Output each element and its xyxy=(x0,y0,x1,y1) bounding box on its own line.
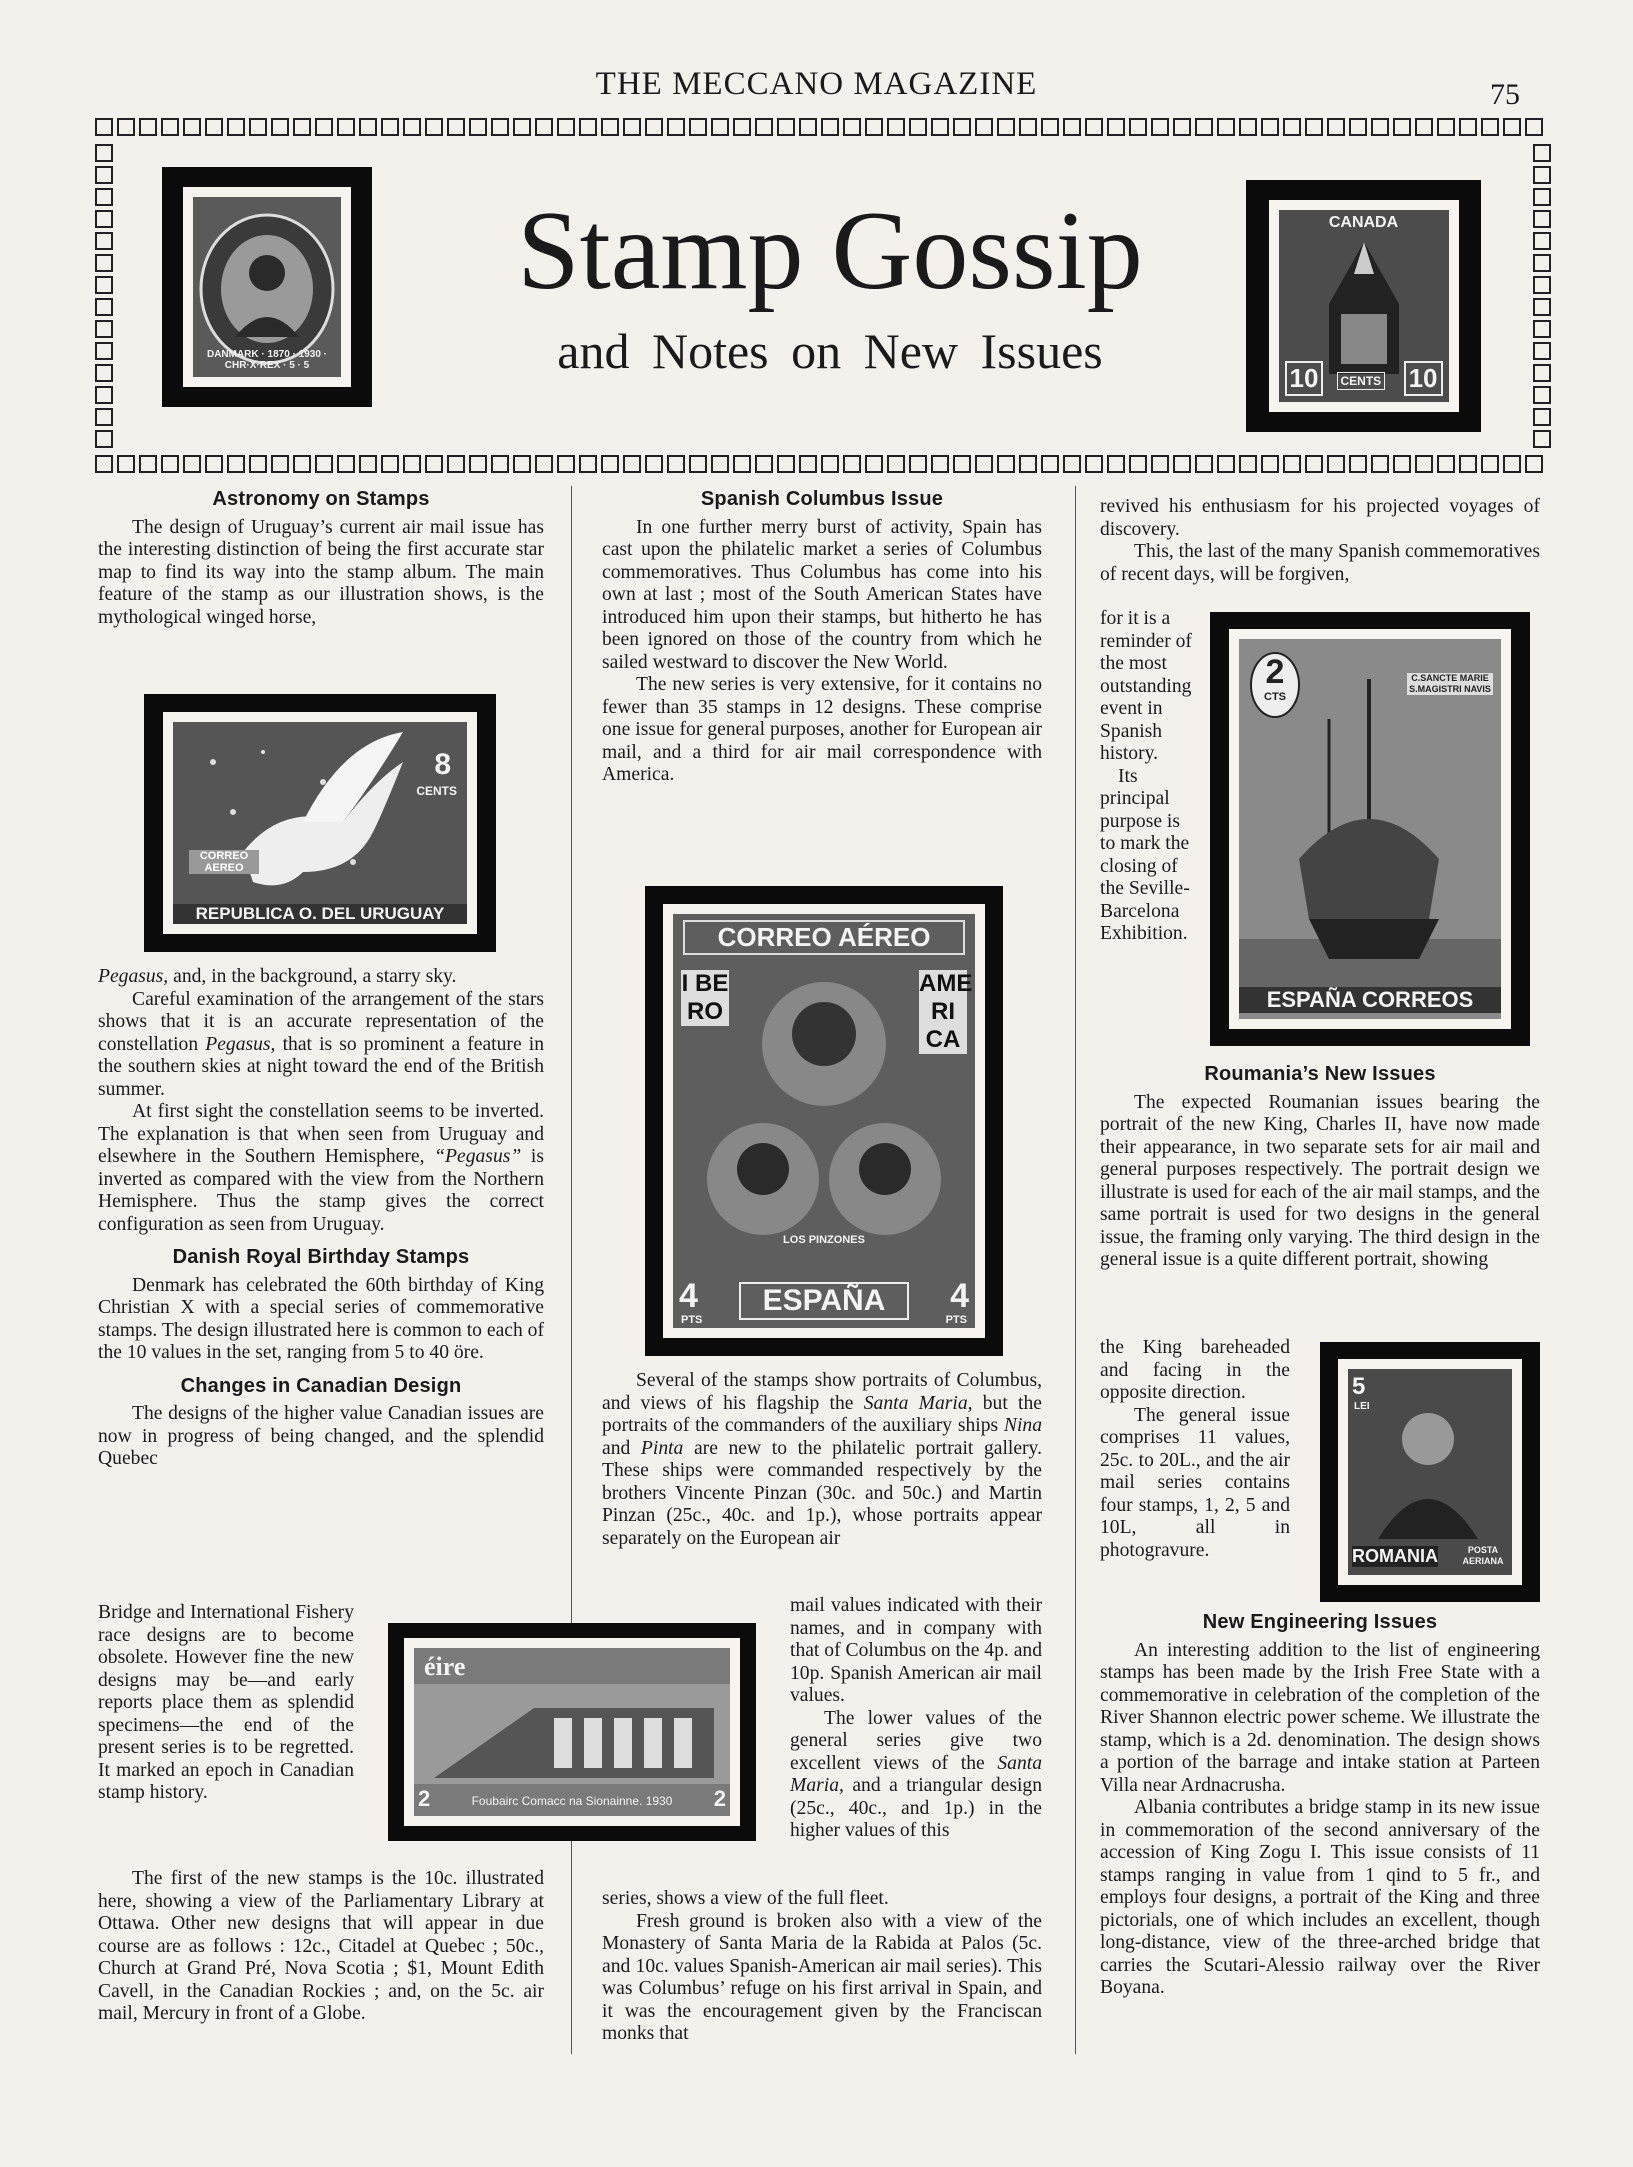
border-square xyxy=(1151,455,1169,473)
canada-stamp xyxy=(1246,180,1481,432)
border-square xyxy=(1371,455,1389,473)
border-square xyxy=(557,118,575,136)
border-square xyxy=(447,118,465,136)
page-title: Stamp Gossip xyxy=(517,189,1143,313)
border-square xyxy=(271,118,289,136)
border-square xyxy=(953,455,971,473)
border-square xyxy=(183,118,201,136)
denmark-stamp-text: DANMARK · 1870 · 1930 · CHR·X·REX · 5 · 5 xyxy=(206,349,328,371)
spanish-paragraph-3e: mail values indicated with their names, and in company with that of Columbus on the 4p. and 10p. Spanish American air mail values. xyxy=(790,1595,1042,1706)
border-square xyxy=(1533,210,1551,228)
narrow-text-2: Its principal purpose is to mark the closing of the Seville-Barcelona Exhibition. xyxy=(1100,765,1190,944)
los-pinzones-label: LOS PINZONES xyxy=(783,1234,865,1246)
border-square xyxy=(1173,455,1191,473)
border-square xyxy=(1217,455,1235,473)
border-square xyxy=(1283,118,1301,136)
border-square xyxy=(337,118,355,136)
astronomy-paragraph-1-cont: Pegasus, and, in the background, a starry sky. xyxy=(98,966,457,987)
spain-ship-stamp xyxy=(1210,612,1530,1046)
border-square xyxy=(359,118,377,136)
astronomy-paragraph-2: Careful examination of the arrangement of the stars shows that it is an accurate representation of the constellation Pegasus, that is so prominent a feature in the southern skies at night toward the end of the British summer. xyxy=(98,988,544,1100)
canada-value-center: CENTS xyxy=(1337,372,1386,390)
column-2-wrap xyxy=(790,1595,1042,1843)
spanish-paragraph-3: Several of the stamps show portraits of Columbus, and views of his flagship the Santa Maria, but the portraits of the commanders of the auxiliary ships Nina and Pinta are new to the philatelic portrait gallery. These ships were commanded respectively by the brothers Vincente Pinzan (30c. and 50c.) and Martin Pinzan (25c., 40c. and 1p.), whose portraits appear separately on the European air xyxy=(602,1370,1042,1549)
border-square xyxy=(271,455,289,473)
border-square xyxy=(733,455,751,473)
border-square xyxy=(689,118,707,136)
border-square xyxy=(227,118,245,136)
border-square xyxy=(1261,118,1279,136)
border-square xyxy=(1195,455,1213,473)
border-square xyxy=(513,118,531,136)
canada-heading: Changes in Canadian Design xyxy=(180,1374,462,1397)
page-subtitle: and Notes on New Issues xyxy=(557,323,1103,379)
border-left xyxy=(95,144,117,452)
magazine-running-head: THE MECCANO MAGAZINE xyxy=(595,66,1038,102)
pegasus-art xyxy=(173,722,467,924)
canada-paragraph-2: The first of the new stamps is the 10c. illustrated here, showing a view of the Parliamentary Library at Ottawa. Other new designs that will appear in due course are as follows : 12c., Citadel at Quebec ; 50c., Church at Grand Pré, Nova Scotia ; $1, Mount Edith Cavell, in the Canadian Rockies ; and, on the 5c. air mail, Mercury in front of a Globe. xyxy=(98,1868,544,2024)
border-top xyxy=(95,118,1555,140)
border-square xyxy=(1085,455,1103,473)
border-square xyxy=(491,455,509,473)
border-square xyxy=(755,455,773,473)
this-the-last-text: This, the last of the many Spanish commemoratives of recent days, will be forgiven, xyxy=(1100,541,1540,585)
border-square xyxy=(865,118,883,136)
border-square xyxy=(293,118,311,136)
roumania-paragraph-1: The expected Roumanian issues bearing the portrait of the new King, Charles II, have now made their appearance, in two separate sets for air mail and general purposes respectively. The portrait design we illustrate is used for each of the air mail stamps, and the same portrait is used for two designs in the general issue, the framing only varying. The third design in the general issue is a quite different portrait, showing xyxy=(1100,1091,1540,1270)
astronomy-heading: Astronomy on Stamps xyxy=(212,488,430,510)
border-square xyxy=(1533,342,1551,360)
border-square xyxy=(95,342,113,360)
border-square xyxy=(689,455,707,473)
border-square xyxy=(315,455,333,473)
border-bottom xyxy=(95,455,1555,477)
border-square xyxy=(205,455,223,473)
border-square xyxy=(1533,166,1551,184)
border-square xyxy=(95,118,113,136)
danish-heading: Danish Royal Birthday Stamps xyxy=(172,1246,470,1268)
border-square xyxy=(997,118,1015,136)
border-square xyxy=(293,455,311,473)
ship-value: 2 xyxy=(1265,653,1285,691)
border-square xyxy=(909,455,927,473)
border-square xyxy=(425,455,443,473)
border-square xyxy=(1393,118,1411,136)
border-square xyxy=(95,430,113,448)
border-square xyxy=(1283,455,1301,473)
border-square xyxy=(1437,118,1455,136)
uruguay-value: 8 xyxy=(434,748,451,781)
border-square xyxy=(95,144,113,162)
border-square xyxy=(1415,118,1433,136)
spanish-paragraph-5: Fresh ground is broken also with a view of the Monastery of Santa Maria de la Rabida at Palos (5c. and 10c. values Spanish-American air mail series). This was Columbus’ refuge on his first arrival in Spain, and it was the encouragement given by the Franciscan monks that xyxy=(602,1910,1042,2044)
border-square xyxy=(1239,455,1257,473)
border-square xyxy=(95,364,113,382)
spain-value-left: 4 xyxy=(679,1277,698,1315)
border-square xyxy=(1305,455,1323,473)
eire-country: éire xyxy=(424,1652,466,1681)
spanish-paragraph-4c: series, shows a view of the full fleet. xyxy=(602,1888,889,1909)
revived-text: revived his enthusiasm for his projected voyages of discovery. xyxy=(1100,496,1540,540)
border-square xyxy=(95,276,113,294)
border-square xyxy=(1481,118,1499,136)
border-square xyxy=(557,455,575,473)
border-square xyxy=(579,118,597,136)
border-square xyxy=(1063,118,1081,136)
border-square xyxy=(117,118,135,136)
border-square xyxy=(1129,118,1147,136)
border-square xyxy=(1239,118,1257,136)
border-square xyxy=(931,455,949,473)
border-square xyxy=(1533,188,1551,206)
border-square xyxy=(1371,118,1389,136)
border-square xyxy=(1019,455,1037,473)
roumania-wrap xyxy=(1100,1337,1290,1562)
column-2-bottom xyxy=(602,1888,1042,2046)
border-square xyxy=(249,455,267,473)
spain-top-text: CORREO AÉREO xyxy=(683,920,965,955)
spain-columbus-stamp xyxy=(645,886,1003,1356)
border-square xyxy=(1533,364,1551,382)
astronomy-paragraph-3: At first sight the constellation seems to be inverted. The explanation is that when seen from Uruguay and elsewhere in the Southern Hemisphere, “Pegasus” is inverted as compared with the view from the Northern Hemisphere. Thus the stamp gives the correct configuration as seen from Uruguay. xyxy=(98,1101,544,1235)
border-square xyxy=(95,455,113,473)
spanish-paragraph-2: The new series is very extensive, for it contains no fewer than 35 stamps in 12 designs. These comprise one issue for general purposes, another for European air mail, and a third for air mail correspondence with America. xyxy=(602,674,1042,785)
border-square xyxy=(887,118,905,136)
border-square xyxy=(1349,455,1367,473)
border-square xyxy=(909,118,927,136)
column-2-top xyxy=(602,488,1042,787)
border-square xyxy=(95,408,113,426)
border-square xyxy=(645,118,663,136)
spanish-paragraph-1: In one further merry burst of activity, Spain has cast upon the philatelic market a series of Columbus commemoratives. Thus Columbus has come into his own at last ; most of the South American States have introduced him upon their stamps, but hitherto he has been ignored on those of the country from which he sailed westward to discover the New World. xyxy=(602,516,1042,673)
border-square xyxy=(95,254,113,272)
roumania-paragraph-1b: the King bareheaded and facing in the opposite direction. xyxy=(1100,1337,1290,1403)
border-square xyxy=(535,455,553,473)
border-square xyxy=(95,232,113,250)
border-square xyxy=(887,455,905,473)
border-square xyxy=(755,118,773,136)
border-square xyxy=(1481,455,1499,473)
border-square xyxy=(1151,118,1169,136)
canada-wrap-text xyxy=(98,1602,354,1805)
eire-caption: Foubairc Comacc na Sionainne. 1930 xyxy=(471,1794,673,1808)
border-square xyxy=(1533,276,1551,294)
engineering-paragraph-2: Albania contributes a bridge stamp in its new issue in commemoration of the second anniversary of the accession of King Zogu I. This issue consists of 11 stamps ranging in value from 1 qind to 5 fr., and employs four designs, a portrait of the King and three pictorials, one of which includes an excellent, though long-distance, view of the three-arched bridge that carries the Scutari-Alessio railway over the River Boyana. xyxy=(1100,1797,1540,1998)
border-square xyxy=(1041,118,1059,136)
border-square xyxy=(1533,430,1551,448)
border-square xyxy=(997,455,1015,473)
ship-unit: CTS xyxy=(1264,691,1286,703)
border-square xyxy=(1085,118,1103,136)
border-square xyxy=(711,118,729,136)
roumania-paragraph-2: The general issue comprises 11 values, 25c. to 20L., and the air mail series contains four stamps, 1, 2, 5 and 10L, all in photogravure. xyxy=(1100,1404,1290,1561)
border-square xyxy=(667,455,685,473)
narrow-text-1: for it is a reminder of the most outstanding event in Spanish history. xyxy=(1100,608,1192,764)
border-square xyxy=(183,455,201,473)
ship-latin-text: C.SANCTE MARIE S.MAGISTRI NAVIS xyxy=(1407,673,1493,695)
border-right xyxy=(1533,144,1555,452)
romania-label: POSTA AERIANA xyxy=(1462,1545,1504,1566)
border-square xyxy=(821,118,839,136)
border-square xyxy=(799,118,817,136)
border-square xyxy=(95,386,113,404)
column-3-middle xyxy=(1100,1063,1540,1272)
ship-country: ESPAÑA CORREOS xyxy=(1239,987,1501,1013)
border-square xyxy=(95,298,113,316)
border-square xyxy=(1195,118,1213,136)
border-square xyxy=(1533,320,1551,338)
border-square xyxy=(821,455,839,473)
border-square xyxy=(249,118,267,136)
border-square xyxy=(1503,455,1521,473)
border-square xyxy=(117,455,135,473)
spain-left-text: I BE RO xyxy=(681,970,729,1025)
column-1-bottom xyxy=(98,1868,544,2026)
border-square xyxy=(425,118,443,136)
border-square xyxy=(95,166,113,184)
eire-value-left: 2 xyxy=(418,1786,431,1811)
spain-value-right: 4 xyxy=(950,1277,969,1315)
column-3-top xyxy=(1100,496,1540,586)
roumania-heading: Roumania’s New Issues xyxy=(1204,1063,1436,1085)
border-square xyxy=(1107,118,1125,136)
border-square xyxy=(601,118,619,136)
border-square xyxy=(1415,455,1433,473)
border-square xyxy=(777,455,795,473)
border-square xyxy=(1525,455,1543,473)
border-square xyxy=(1041,455,1059,473)
border-square xyxy=(777,118,795,136)
columbus-portraits-art xyxy=(673,914,975,1328)
spanish-heading: Spanish Columbus Issue xyxy=(700,488,944,510)
border-square xyxy=(161,455,179,473)
border-square xyxy=(337,455,355,473)
border-square xyxy=(1533,386,1551,404)
border-square xyxy=(1327,118,1345,136)
border-square xyxy=(931,118,949,136)
border-square xyxy=(1533,232,1551,250)
border-square xyxy=(623,118,641,136)
column-1-middle xyxy=(98,966,544,1471)
border-square xyxy=(645,455,663,473)
border-square xyxy=(447,455,465,473)
spanish-paragraph-4: The lower values of the general series give two excellent views of the Santa Maria, and a triangular design (25c., 40c., and 1p.) in the higher values of this xyxy=(790,1707,1042,1841)
column-3-narrow xyxy=(1100,608,1196,946)
border-square xyxy=(1437,455,1455,473)
border-square xyxy=(359,455,377,473)
spain-right-text: AME RI CA xyxy=(919,970,973,1053)
border-square xyxy=(1327,455,1345,473)
column-3-bottom xyxy=(1100,1611,1540,2000)
border-square xyxy=(1533,254,1551,272)
border-square xyxy=(1129,455,1147,473)
canada-paragraph-1b: Bridge and International Fishery race designs are to become obsolete. However fine the new designs may be—and early reports place them as splendid specimens—the end of the present series is to be regretted. It marked an epoch in Canadian stamp history. xyxy=(98,1602,354,1803)
border-square xyxy=(623,455,641,473)
border-square xyxy=(1261,455,1279,473)
border-square xyxy=(1503,118,1521,136)
border-square xyxy=(403,118,421,136)
border-square xyxy=(1217,118,1235,136)
page-number: 75 xyxy=(1490,78,1520,111)
border-square xyxy=(1063,455,1081,473)
border-square xyxy=(381,118,399,136)
denmark-stamp xyxy=(162,167,372,407)
border-square xyxy=(799,455,817,473)
romania-stamp xyxy=(1320,1342,1540,1602)
uruguay-overprint: CORREO AEREO xyxy=(189,850,259,874)
border-square xyxy=(1107,455,1125,473)
border-square xyxy=(1459,455,1477,473)
romania-unit: LEI xyxy=(1354,1401,1370,1412)
column-2-middle xyxy=(602,1370,1042,1550)
border-square xyxy=(711,455,729,473)
border-square xyxy=(95,320,113,338)
border-square xyxy=(381,455,399,473)
border-square xyxy=(161,118,179,136)
border-square xyxy=(315,118,333,136)
border-square xyxy=(1533,144,1551,162)
engineering-paragraph-1: An interesting addition to the list of engineering stamps has been made by the Irish Free State with a commemorative in celebration of the completion of the River Shannon electric power scheme. We illustrate the stamp, which is a 2d. denomination. The design shows a portion of the barrage and intake station at Parteen Villa near Ardnacrusha. xyxy=(1100,1639,1540,1796)
danish-paragraph: Denmark has celebrated the 60th birthday of King Christian X with a special series of commemorative stamps. The design illustrated here is common to each of the 10 values in the set, ranging from 5 to 40 öre. xyxy=(98,1274,544,1363)
uruguay-country: REPUBLICA O. DEL URUGUAY xyxy=(173,904,467,924)
uruguay-unit: CENTS xyxy=(416,784,457,798)
border-square xyxy=(865,455,883,473)
column-1-top xyxy=(98,488,544,629)
border-square xyxy=(1173,118,1191,136)
canada-value-left: 10 xyxy=(1285,361,1324,396)
eire-stamp xyxy=(388,1623,756,1841)
border-square xyxy=(1525,118,1543,136)
border-square xyxy=(469,455,487,473)
astronomy-paragraph-1: The design of Uruguay’s current air mail issue has the interesting distinction of being the first accurate star map to find its way into the stamp album. The main feature of the stamp as our illustration shows, is the mythological winged horse, xyxy=(98,516,544,628)
border-square xyxy=(535,118,553,136)
border-square xyxy=(953,118,971,136)
canada-value-right: 10 xyxy=(1404,361,1443,396)
engineering-heading: New Engineering Issues xyxy=(1202,1611,1438,1633)
shannon-barrage-art xyxy=(414,1648,730,1816)
border-square xyxy=(1533,408,1551,426)
border-square xyxy=(469,118,487,136)
border-square xyxy=(1305,118,1323,136)
border-square xyxy=(513,455,531,473)
border-square xyxy=(95,188,113,206)
canada-stamp-country: CANADA xyxy=(1328,214,1399,231)
border-square xyxy=(667,118,685,136)
eire-value-right: 2 xyxy=(713,1786,726,1811)
border-square xyxy=(1533,298,1551,316)
spain-unit-right: PTS xyxy=(945,1314,967,1326)
border-square xyxy=(205,118,223,136)
border-square xyxy=(139,118,157,136)
border-square xyxy=(733,118,751,136)
column-rule-right xyxy=(1075,486,1076,2054)
romania-value: 5 xyxy=(1352,1373,1366,1400)
border-square xyxy=(975,455,993,473)
border-square xyxy=(403,455,421,473)
border-square xyxy=(227,455,245,473)
border-square xyxy=(579,455,597,473)
canada-paragraph-1a: The designs of the higher value Canadian issues are now in progress of being changed, and the splendid Quebec xyxy=(98,1403,544,1469)
uruguay-stamp xyxy=(144,694,496,952)
border-square xyxy=(1393,455,1411,473)
border-square xyxy=(1019,118,1037,136)
border-square xyxy=(975,118,993,136)
romania-country: ROMANIA xyxy=(1352,1546,1438,1566)
border-square xyxy=(95,210,113,228)
spain-unit-left: PTS xyxy=(681,1314,703,1326)
border-square xyxy=(139,455,157,473)
spain-country: ESPAÑA xyxy=(739,1282,909,1320)
border-square xyxy=(1459,118,1477,136)
border-square xyxy=(601,455,619,473)
border-square xyxy=(843,455,861,473)
border-square xyxy=(843,118,861,136)
border-square xyxy=(1349,118,1367,136)
border-square xyxy=(491,118,509,136)
